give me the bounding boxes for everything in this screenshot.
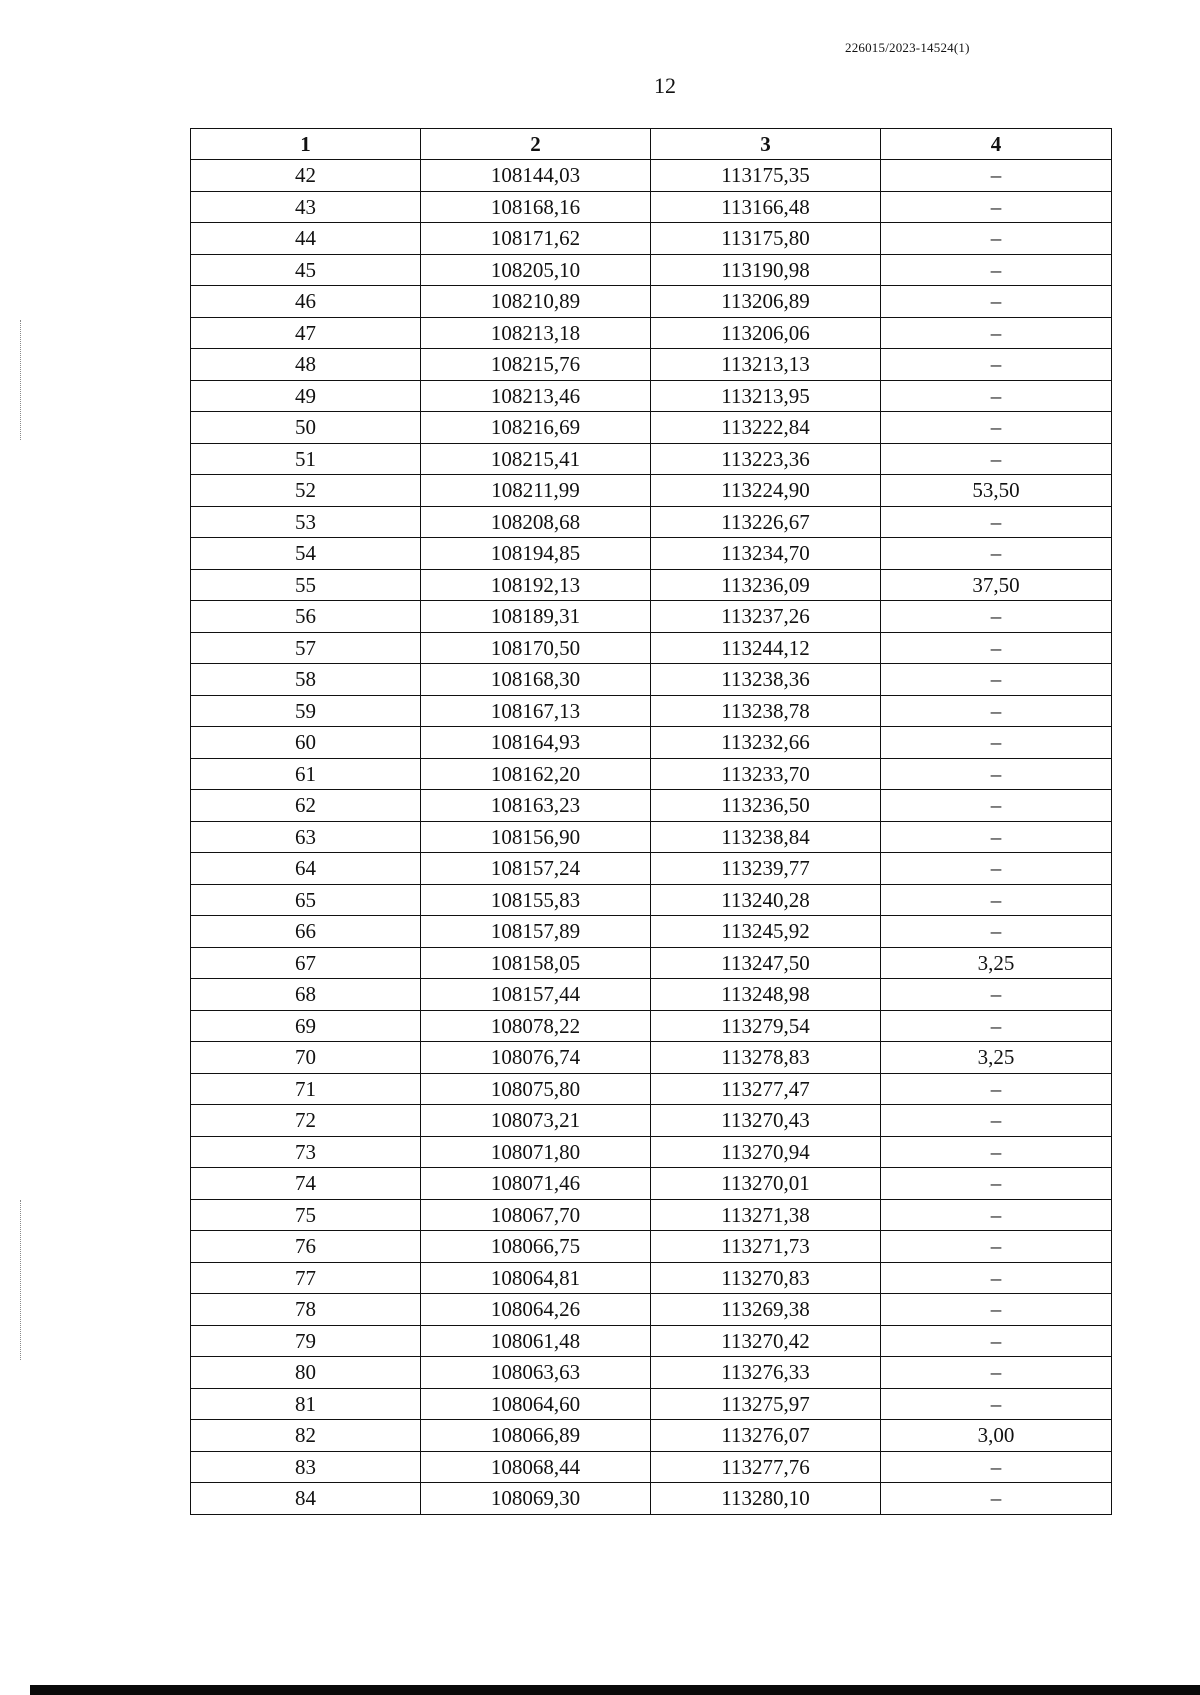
x-coordinate-cell: 108069,30 — [421, 1483, 651, 1515]
y-coordinate-cell: 113248,98 — [651, 979, 881, 1011]
x-coordinate-cell: 108215,76 — [421, 349, 651, 381]
value-cell: – — [881, 979, 1112, 1011]
x-coordinate-cell: 108162,20 — [421, 758, 651, 790]
point-number-cell: 58 — [191, 664, 421, 696]
table-row — [191, 569, 1112, 601]
point-number-cell: 71 — [191, 1073, 421, 1105]
y-coordinate-cell: 113277,47 — [651, 1073, 881, 1105]
table-body — [191, 160, 1112, 1515]
x-coordinate-cell: 108068,44 — [421, 1451, 651, 1483]
y-coordinate-cell: 113234,70 — [651, 538, 881, 570]
x-coordinate-cell: 108208,68 — [421, 506, 651, 538]
y-coordinate-cell: 113270,01 — [651, 1168, 881, 1200]
x-coordinate-cell: 108211,99 — [421, 475, 651, 507]
y-coordinate-cell: 113166,48 — [651, 191, 881, 223]
page-number: 12 — [654, 73, 676, 98]
value-cell: 3,25 — [881, 947, 1112, 979]
table-row — [191, 1168, 1112, 1200]
x-coordinate-cell: 108156,90 — [421, 821, 651, 853]
point-number-cell: 83 — [191, 1451, 421, 1483]
value-cell: 53,50 — [881, 475, 1112, 507]
x-coordinate-cell: 108189,31 — [421, 601, 651, 633]
point-number-cell: 63 — [191, 821, 421, 853]
table-row — [191, 1199, 1112, 1231]
table-row — [191, 1010, 1112, 1042]
x-coordinate-cell: 108066,75 — [421, 1231, 651, 1263]
value-cell: – — [881, 1388, 1112, 1420]
point-number-cell: 53 — [191, 506, 421, 538]
x-coordinate-cell: 108164,93 — [421, 727, 651, 759]
x-coordinate-cell: 108170,50 — [421, 632, 651, 664]
point-number-cell: 66 — [191, 916, 421, 948]
point-number-cell: 57 — [191, 632, 421, 664]
y-coordinate-cell: 113276,33 — [651, 1357, 881, 1389]
y-coordinate-cell: 113239,77 — [651, 853, 881, 885]
table-row — [191, 254, 1112, 286]
y-coordinate-cell: 113238,36 — [651, 664, 881, 696]
value-cell: – — [881, 1231, 1112, 1263]
column-header-1: 1 — [191, 129, 421, 160]
point-number-cell: 78 — [191, 1294, 421, 1326]
coordinates-table-container — [190, 128, 1111, 1515]
value-cell: – — [881, 317, 1112, 349]
value-cell: – — [881, 695, 1112, 727]
y-coordinate-cell: 113222,84 — [651, 412, 881, 444]
y-coordinate-cell: 113236,50 — [651, 790, 881, 822]
point-number-cell: 50 — [191, 412, 421, 444]
value-cell: 3,25 — [881, 1042, 1112, 1074]
table-row — [191, 1420, 1112, 1452]
y-coordinate-cell: 113175,35 — [651, 160, 881, 192]
table-row — [191, 349, 1112, 381]
table-row — [191, 1388, 1112, 1420]
value-cell: – — [881, 191, 1112, 223]
value-cell: – — [881, 916, 1112, 948]
y-coordinate-cell: 113271,38 — [651, 1199, 881, 1231]
point-number-cell: 74 — [191, 1168, 421, 1200]
point-number-cell: 72 — [191, 1105, 421, 1137]
point-number-cell: 67 — [191, 947, 421, 979]
point-number-cell: 47 — [191, 317, 421, 349]
y-coordinate-cell: 113278,83 — [651, 1042, 881, 1074]
point-number-cell: 60 — [191, 727, 421, 759]
document-id: 226015/2023-14524(1) — [845, 40, 970, 55]
x-coordinate-cell: 108168,30 — [421, 664, 651, 696]
value-cell: – — [881, 254, 1112, 286]
table-row — [191, 632, 1112, 664]
table-row — [191, 1357, 1112, 1389]
point-number-cell: 70 — [191, 1042, 421, 1074]
x-coordinate-cell: 108213,18 — [421, 317, 651, 349]
value-cell: – — [881, 632, 1112, 664]
y-coordinate-cell: 113270,83 — [651, 1262, 881, 1294]
x-coordinate-cell: 108078,22 — [421, 1010, 651, 1042]
y-coordinate-cell: 113206,06 — [651, 317, 881, 349]
y-coordinate-cell: 113213,95 — [651, 380, 881, 412]
point-number-cell: 82 — [191, 1420, 421, 1452]
value-cell: – — [881, 443, 1112, 475]
x-coordinate-cell: 108171,62 — [421, 223, 651, 255]
table-row — [191, 1073, 1112, 1105]
scan-margin-marks — [20, 320, 23, 440]
table-row — [191, 1231, 1112, 1263]
table-row — [191, 1262, 1112, 1294]
y-coordinate-cell: 113206,89 — [651, 286, 881, 318]
x-coordinate-cell: 108061,48 — [421, 1325, 651, 1357]
value-cell: – — [881, 1262, 1112, 1294]
point-number-cell: 62 — [191, 790, 421, 822]
value-cell: 3,00 — [881, 1420, 1112, 1452]
point-number-cell: 69 — [191, 1010, 421, 1042]
x-coordinate-cell: 108075,80 — [421, 1073, 651, 1105]
table-row — [191, 1042, 1112, 1074]
table-row — [191, 1136, 1112, 1168]
point-number-cell: 64 — [191, 853, 421, 885]
value-cell: – — [881, 601, 1112, 633]
value-cell: – — [881, 1294, 1112, 1326]
x-coordinate-cell: 108067,70 — [421, 1199, 651, 1231]
point-number-cell: 44 — [191, 223, 421, 255]
point-number-cell: 79 — [191, 1325, 421, 1357]
value-cell: – — [881, 664, 1112, 696]
y-coordinate-cell: 113238,84 — [651, 821, 881, 853]
y-coordinate-cell: 113247,50 — [651, 947, 881, 979]
y-coordinate-cell: 113238,78 — [651, 695, 881, 727]
point-number-cell: 59 — [191, 695, 421, 727]
value-cell: – — [881, 506, 1112, 538]
x-coordinate-cell: 108216,69 — [421, 412, 651, 444]
table-row — [191, 380, 1112, 412]
y-coordinate-cell: 113224,90 — [651, 475, 881, 507]
x-coordinate-cell: 108064,26 — [421, 1294, 651, 1326]
y-coordinate-cell: 113270,94 — [651, 1136, 881, 1168]
table-row — [191, 1325, 1112, 1357]
x-coordinate-cell: 108063,63 — [421, 1357, 651, 1389]
x-coordinate-cell: 108064,81 — [421, 1262, 651, 1294]
point-number-cell: 61 — [191, 758, 421, 790]
value-cell: – — [881, 349, 1112, 381]
point-number-cell: 76 — [191, 1231, 421, 1263]
y-coordinate-cell: 113280,10 — [651, 1483, 881, 1515]
point-number-cell: 43 — [191, 191, 421, 223]
point-number-cell: 52 — [191, 475, 421, 507]
value-cell: – — [881, 1136, 1112, 1168]
x-coordinate-cell: 108157,24 — [421, 853, 651, 885]
value-cell: – — [881, 286, 1112, 318]
y-coordinate-cell: 113190,98 — [651, 254, 881, 286]
table-row — [191, 443, 1112, 475]
table-row — [191, 317, 1112, 349]
value-cell: – — [881, 223, 1112, 255]
y-coordinate-cell: 113175,80 — [651, 223, 881, 255]
table-row — [191, 790, 1112, 822]
x-coordinate-cell: 108071,80 — [421, 1136, 651, 1168]
value-cell: – — [881, 1483, 1112, 1515]
table-row — [191, 1483, 1112, 1515]
scan-margin-marks — [20, 1200, 23, 1360]
table-row — [191, 475, 1112, 507]
y-coordinate-cell: 113270,43 — [651, 1105, 881, 1137]
value-cell: – — [881, 821, 1112, 853]
x-coordinate-cell: 108168,16 — [421, 191, 651, 223]
table-row — [191, 664, 1112, 696]
y-coordinate-cell: 113279,54 — [651, 1010, 881, 1042]
y-coordinate-cell: 113269,38 — [651, 1294, 881, 1326]
point-number-cell: 54 — [191, 538, 421, 570]
y-coordinate-cell: 113244,12 — [651, 632, 881, 664]
value-cell: – — [881, 758, 1112, 790]
table-row — [191, 160, 1112, 192]
table-header-row — [191, 129, 1112, 160]
table-row — [191, 695, 1112, 727]
value-cell: – — [881, 1199, 1112, 1231]
table-row — [191, 916, 1112, 948]
point-number-cell: 48 — [191, 349, 421, 381]
table-row — [191, 853, 1112, 885]
point-number-cell: 77 — [191, 1262, 421, 1294]
x-coordinate-cell: 108163,23 — [421, 790, 651, 822]
x-coordinate-cell: 108144,03 — [421, 160, 651, 192]
table-row — [191, 821, 1112, 853]
value-cell: – — [881, 1325, 1112, 1357]
x-coordinate-cell: 108066,89 — [421, 1420, 651, 1452]
table-row — [191, 506, 1112, 538]
point-number-cell: 56 — [191, 601, 421, 633]
value-cell: – — [881, 727, 1112, 759]
table-row — [191, 538, 1112, 570]
point-number-cell: 55 — [191, 569, 421, 601]
x-coordinate-cell: 108157,89 — [421, 916, 651, 948]
y-coordinate-cell: 113240,28 — [651, 884, 881, 916]
y-coordinate-cell: 113270,42 — [651, 1325, 881, 1357]
table-row — [191, 979, 1112, 1011]
value-cell: – — [881, 884, 1112, 916]
table-row — [191, 1105, 1112, 1137]
table-row — [191, 884, 1112, 916]
value-cell: – — [881, 1168, 1112, 1200]
value-cell: – — [881, 1357, 1112, 1389]
table-row — [191, 1294, 1112, 1326]
table-row — [191, 727, 1112, 759]
column-header-4: 4 — [881, 129, 1112, 160]
x-coordinate-cell: 108213,46 — [421, 380, 651, 412]
y-coordinate-cell: 113277,76 — [651, 1451, 881, 1483]
table-row — [191, 191, 1112, 223]
value-cell: – — [881, 160, 1112, 192]
point-number-cell: 80 — [191, 1357, 421, 1389]
y-coordinate-cell: 113232,66 — [651, 727, 881, 759]
scan-edge-bar — [30, 1685, 1200, 1695]
table-row — [191, 223, 1112, 255]
value-cell: – — [881, 380, 1112, 412]
x-coordinate-cell: 108167,13 — [421, 695, 651, 727]
x-coordinate-cell: 108194,85 — [421, 538, 651, 570]
column-header-2: 2 — [421, 129, 651, 160]
y-coordinate-cell: 113236,09 — [651, 569, 881, 601]
x-coordinate-cell: 108157,44 — [421, 979, 651, 1011]
table-row — [191, 286, 1112, 318]
value-cell: – — [881, 1105, 1112, 1137]
table-row — [191, 1451, 1112, 1483]
y-coordinate-cell: 113223,36 — [651, 443, 881, 475]
y-coordinate-cell: 113245,92 — [651, 916, 881, 948]
point-number-cell: 49 — [191, 380, 421, 412]
point-number-cell: 65 — [191, 884, 421, 916]
point-number-cell: 73 — [191, 1136, 421, 1168]
x-coordinate-cell: 108192,13 — [421, 569, 651, 601]
value-cell: – — [881, 1451, 1112, 1483]
value-cell: – — [881, 790, 1112, 822]
y-coordinate-cell: 113213,13 — [651, 349, 881, 381]
column-header-3: 3 — [651, 129, 881, 160]
table-row — [191, 758, 1112, 790]
y-coordinate-cell: 113237,26 — [651, 601, 881, 633]
x-coordinate-cell: 108064,60 — [421, 1388, 651, 1420]
y-coordinate-cell: 113275,97 — [651, 1388, 881, 1420]
x-coordinate-cell: 108215,41 — [421, 443, 651, 475]
x-coordinate-cell: 108210,89 — [421, 286, 651, 318]
point-number-cell: 68 — [191, 979, 421, 1011]
coordinates-table — [190, 128, 1112, 1515]
point-number-cell: 81 — [191, 1388, 421, 1420]
y-coordinate-cell: 113233,70 — [651, 758, 881, 790]
value-cell: – — [881, 412, 1112, 444]
point-number-cell: 51 — [191, 443, 421, 475]
point-number-cell: 42 — [191, 160, 421, 192]
x-coordinate-cell: 108076,74 — [421, 1042, 651, 1074]
point-number-cell: 46 — [191, 286, 421, 318]
table-row — [191, 601, 1112, 633]
point-number-cell: 45 — [191, 254, 421, 286]
table-row — [191, 947, 1112, 979]
point-number-cell: 75 — [191, 1199, 421, 1231]
x-coordinate-cell: 108205,10 — [421, 254, 651, 286]
value-cell: – — [881, 1010, 1112, 1042]
point-number-cell: 84 — [191, 1483, 421, 1515]
value-cell: 37,50 — [881, 569, 1112, 601]
table-row — [191, 412, 1112, 444]
value-cell: – — [881, 538, 1112, 570]
x-coordinate-cell: 108071,46 — [421, 1168, 651, 1200]
x-coordinate-cell: 108155,83 — [421, 884, 651, 916]
y-coordinate-cell: 113276,07 — [651, 1420, 881, 1452]
x-coordinate-cell: 108073,21 — [421, 1105, 651, 1137]
x-coordinate-cell: 108158,05 — [421, 947, 651, 979]
y-coordinate-cell: 113271,73 — [651, 1231, 881, 1263]
value-cell: – — [881, 853, 1112, 885]
value-cell: – — [881, 1073, 1112, 1105]
y-coordinate-cell: 113226,67 — [651, 506, 881, 538]
